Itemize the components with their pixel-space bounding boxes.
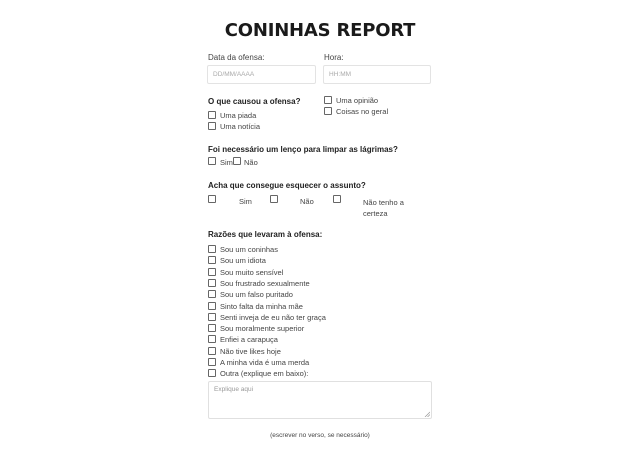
forget-option-label: Não [300,197,314,206]
explain-placeholder: Explique aqui [214,386,254,393]
reasons-question: Razões que levaram à ofensa: [208,230,323,239]
forget-option-label: Não tenho a certeza [363,198,404,218]
tissue-checkbox-nao[interactable] [233,157,241,165]
reason-option-label: Sou muito sensível [220,267,284,277]
cause-option-label: Coisas no geral [336,107,389,116]
cause-checkbox-piada[interactable] [208,111,216,119]
reason-checkbox[interactable] [208,279,216,287]
reason-option-label: Não tive likes hoje [220,346,281,356]
cause-checkbox-coisas[interactable] [324,107,332,115]
reason-checkbox[interactable] [208,358,216,366]
tissue-checkbox-sim[interactable] [208,157,216,165]
tissue-option-label: Sim [220,158,233,167]
explain-textarea[interactable] [208,381,432,419]
tissue-question: Foi necessário um lenço para limpar as lágrimas? [208,145,398,154]
reason-checkbox[interactable] [208,245,216,253]
reason-option-label: Sou frustrado sexualmente [220,278,310,288]
reason-option-label: Sou um falso puritado [220,290,293,300]
time-label: Hora: [324,53,344,62]
cause-checkbox-opiniao[interactable] [324,96,332,104]
resize-grip-icon[interactable] [424,411,430,417]
reason-option-label: Outra (explique em baixo): [220,369,309,379]
reason-option-label: Sou um idiota [220,256,266,266]
forget-question: Acha que consegue esquecer o assunto? [208,181,366,190]
reason-option-label: Sou moralmente superior [220,324,305,334]
reason-checkbox[interactable] [208,290,216,298]
date-label: Data da ofensa: [208,53,265,62]
forget-option-label: Sim [239,197,252,206]
reason-option-label: Senti inveja de eu não ter graça [220,312,326,322]
date-input[interactable]: DD/MM/AAAA [207,65,316,84]
reason-option-label: Sinto falta da minha mãe [220,301,303,311]
reason-option-label: Enfiei a carapuça [220,335,278,345]
footer-note: (escrever no verso, se necessário) [270,432,370,439]
cause-checkbox-noticia[interactable] [208,122,216,130]
cause-option-label: Uma piada [220,111,257,120]
reason-checkbox[interactable] [208,335,216,343]
forget-checkbox-incerto[interactable] [333,195,341,203]
page-title: CONINHAS REPORT [224,20,416,41]
reason-option-label: Sou um coninhas [220,245,278,254]
reason-checkbox[interactable] [208,313,216,321]
reason-option-label: A minha vida é uma merda [220,358,310,367]
reason-checkbox[interactable] [208,302,216,310]
reason-checkbox[interactable] [208,347,216,355]
cause-option-label: Uma opinião [336,96,379,105]
forget-checkbox-nao[interactable] [270,195,278,203]
reason-checkbox[interactable] [208,324,216,332]
cause-option-label: Uma notícia [220,122,261,131]
reason-checkbox[interactable] [208,256,216,264]
reason-checkbox[interactable] [208,268,216,276]
time-input[interactable]: HH:MM [323,65,431,84]
forget-checkbox-sim[interactable] [208,195,216,203]
tissue-option-label: Não [244,158,258,167]
cause-question: O que causou a ofensa? [208,97,301,106]
reason-checkbox[interactable] [208,369,216,377]
